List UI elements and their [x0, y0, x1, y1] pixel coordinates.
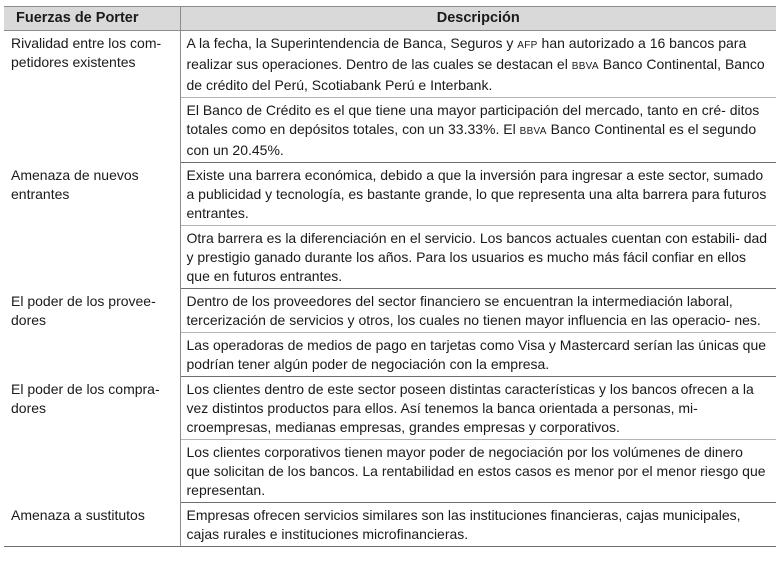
table-body	[4, 31, 776, 547]
description-cell: Los clientes dentro de este sector poseen distintas características y los bancos ofrecen a la vez distintos productos para ellos. Así tenemos la banca orientada a personas, mi- croempresas, medianas empresas, grandes empresas y corporativos.	[180, 377, 776, 440]
description-cell: Otra barrera es la diferenciación en el servicio. Los bancos actuales cuentan con estabili- dad y prestigio ganado durante los años. Para los usuarios es mucho más fácil confiar en ellos que en futuros entrantes.	[180, 226, 776, 289]
force-cell	[4, 289, 180, 377]
porter-forces-table	[4, 6, 776, 547]
force-label-line2: dores	[11, 399, 47, 416]
header-row	[4, 7, 776, 31]
force-cell	[4, 163, 180, 289]
force-label-line1: Amenaza de nuevos	[11, 166, 139, 183]
description-text: A la fecha, la Superintendencia de Banca, Seguros y	[186, 35, 518, 51]
force-label-line2: dores	[11, 311, 47, 328]
abbr-bbva: BBVA	[571, 61, 599, 72]
force-label-line2: petidores existentes	[11, 54, 136, 70]
description-text: Banco Continental, Banco de crédito del Perú, Scotiabank Perú e Interbank.	[186, 56, 765, 93]
table-row	[4, 377, 776, 440]
table-row	[4, 163, 776, 226]
description-text: Banco Continental es el segundo con un 20.45%.	[186, 121, 757, 158]
description-text: El Banco de Crédito es el que tiene una mayor participación del mercado, tanto en cré- ditos totales como en depósitos totales, con un 33.33%. El	[186, 102, 760, 137]
porter-table-container	[4, 0, 776, 547]
table-row	[4, 503, 776, 547]
force-label-line1: El poder de los compra-	[11, 380, 160, 397]
force-label-line1: El poder de los provee-	[11, 292, 156, 309]
abbr-bbva: BBVA	[519, 126, 547, 137]
abbr-afp: AFP	[517, 40, 538, 51]
force-label-line2: entrantes	[11, 185, 70, 202]
table-header	[4, 7, 776, 31]
table-row	[4, 289, 776, 333]
description-cell	[180, 98, 776, 163]
header-force: Fuerzas de Porter	[4, 7, 180, 31]
table-row	[4, 31, 776, 98]
header-description: Descripción	[180, 7, 776, 31]
description-cell	[180, 31, 776, 98]
description-cell: Dentro de los proveedores del sector financiero se encuentran la intermediación laboral, tercerización de servicios y otros, los cuales no tienen mayor influencia en las operacio- nes.	[180, 289, 776, 333]
description-text: han autorizado a 16 bancos para realizar sus operaciones. Dentro de las cuales se destacan el	[186, 35, 747, 72]
description-cell: Empresas ofrecen servicios similares son las instituciones financieras, cajas municipales, cajas rurales e instituciones microfinancieras.	[180, 503, 776, 547]
force-cell	[4, 503, 180, 547]
force-label-line1: Rivalidad entre los com-	[11, 35, 162, 51]
description-cell: Las operadoras de medios de pago en tarjetas como Visa y Mastercard serían las únicas que podrían tener algún poder de negociación con la empresa.	[180, 333, 776, 377]
force-cell	[4, 31, 180, 163]
description-cell: Existe una barrera económica, debido a que la inversión para ingresar a este sector, sumado a publicidad y tecnología, es bastante grande, lo que representa una alta barrera para futuros entrantes.	[180, 163, 776, 226]
force-label-line1: Amenaza a sustitutos	[11, 506, 145, 523]
force-cell	[4, 377, 180, 503]
description-cell: Los clientes corporativos tienen mayor poder de negociación por los volúmenes de dinero que solicitan de los bancos. La rentabilidad en estos casos es menor por el menor riesgo que representan.	[180, 440, 776, 503]
